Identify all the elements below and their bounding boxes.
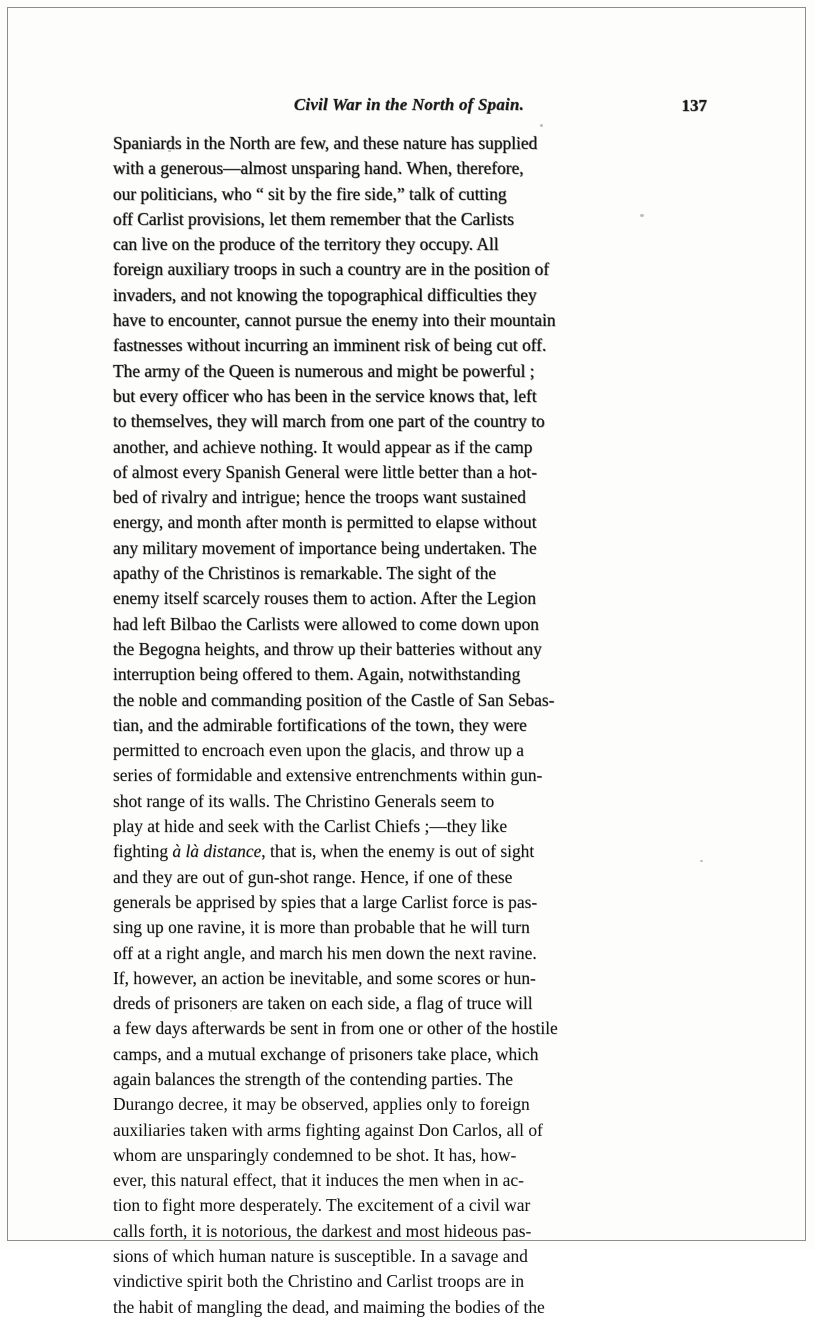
text-line: Durango decree, it may be observed, applies only to foreign [113,1094,530,1115]
text-line: again balances the strength of the contending parties. The [113,1068,514,1089]
text-line: play at hide and seek with the Carlist Chiefs ;—they like [113,816,508,837]
text-line: off Carlist provisions, let them remember that the Carlists [113,208,515,229]
text-line: bed of rivalry and intrigue; hence the troops want sustained [113,487,526,508]
text-line: off at a right angle, and march his men down the next ravine. [113,942,537,963]
text-line: a few days afterwards be sent in from one or other of the hostile [113,1018,558,1039]
text-line: the habit of mangling the dead, and maiming the bodies of the [113,1296,545,1317]
text-line: but every officer who has been in the service knows that, left [113,385,537,406]
text-line: apathy of the Christinos is remarkable. The sight of the [113,563,497,584]
text-line: auxiliaries taken with arms fighting against Don Carlos, all of [113,1119,543,1140]
text-line: tion to fight more desperately. The excitement of a civil war [113,1195,531,1216]
text-line: energy, and month after month is permitted to elapse without [113,512,537,533]
text-line: generals be apprised by spies that a large Carlist force is pas- [113,891,538,912]
text-line: fighting à là distance, that is, when the enemy is out of sight [113,841,535,862]
text-line: sions of which human nature is susceptible. In a savage and [113,1246,528,1267]
text-line: The army of the Queen is numerous and might be powerful ; [113,360,535,381]
text-line: the noble and commanding position of the Castle of San Sebas- [113,689,555,710]
text-line: If, however, an action be inevitable, and some scores or hun- [113,967,536,988]
page-content [113,95,705,1320]
text-line: ever, this natural effect, that it induces the men when in ac- [113,1170,524,1191]
text-line: interruption being offered to them. Again, notwithstanding [113,664,521,685]
text-line: Spaniards in the North are few, and these nature has supplied [113,133,538,153]
text-line: fastnesses without incurring an imminent risk of being cut off. [113,335,547,356]
page-number: 137 [681,96,707,115]
text-line: of almost every Spanish General were little better than a hot- [113,461,537,482]
text-line: series of formidable and extensive entrenchments within gun- [113,765,543,786]
text-line: permitted to encroach even upon the glacis, and throw up a [113,740,524,761]
text-line: with a generous—almost unsparing hand. When, therefore, [113,158,524,179]
italic-phrase: à là distance [172,841,262,862]
text-line: another, and achieve nothing. It would appear as if the camp [113,436,533,457]
text-line: have to encounter, cannot pursue the enemy into their mountain [113,310,556,331]
text-line: can live on the produce of the territory they occupy. All [113,234,499,255]
text-line: to themselves, they will march from one part of the country to [113,411,545,432]
text-line: foreign auxiliary troops in such a country are in the position of [113,259,550,280]
body-paragraph [113,131,705,1320]
text-line: the Begogna heights, and throw up their batteries without any [113,638,542,659]
running-head-title: Civil War in the North of Spain. [293,95,525,114]
text-line: dreds of prisoners are taken on each side, a flag of truce will [113,993,533,1014]
text-line: our politicians, who “ sit by the fire side,” talk of cutting [113,183,507,204]
text-line: had left Bilbao the Carlists were allowed to come down upon [113,613,539,634]
text-line: calls forth, it is notorious, the darkest and most hideous pas- [113,1220,532,1241]
text-line: invaders, and not knowing the topographical difficulties they [113,284,537,305]
text-line: shot range of its walls. The Christino Generals seem to [113,790,495,811]
running-head [113,95,705,121]
text-line: tian, and the admirable fortifications of the town, they were [113,714,527,735]
text-line: any military movement of importance being undertaken. The [113,537,537,558]
body-text [113,131,705,1320]
text-line: sing up one ravine, it is more than probable that he will turn [113,917,530,938]
text-line: camps, and a mutual exchange of prisoners take place, which [113,1043,539,1064]
text-line: enemy itself scarcely rouses them to action. After the Legion [113,588,537,609]
text-line: and they are out of gun-shot range. Hence, if one of these [113,866,513,887]
text-line: whom are unsparingly condemned to be shot. It has, how- [113,1144,517,1165]
text-line: vindictive spirit both the Christino and Carlist troops are in [113,1271,525,1292]
